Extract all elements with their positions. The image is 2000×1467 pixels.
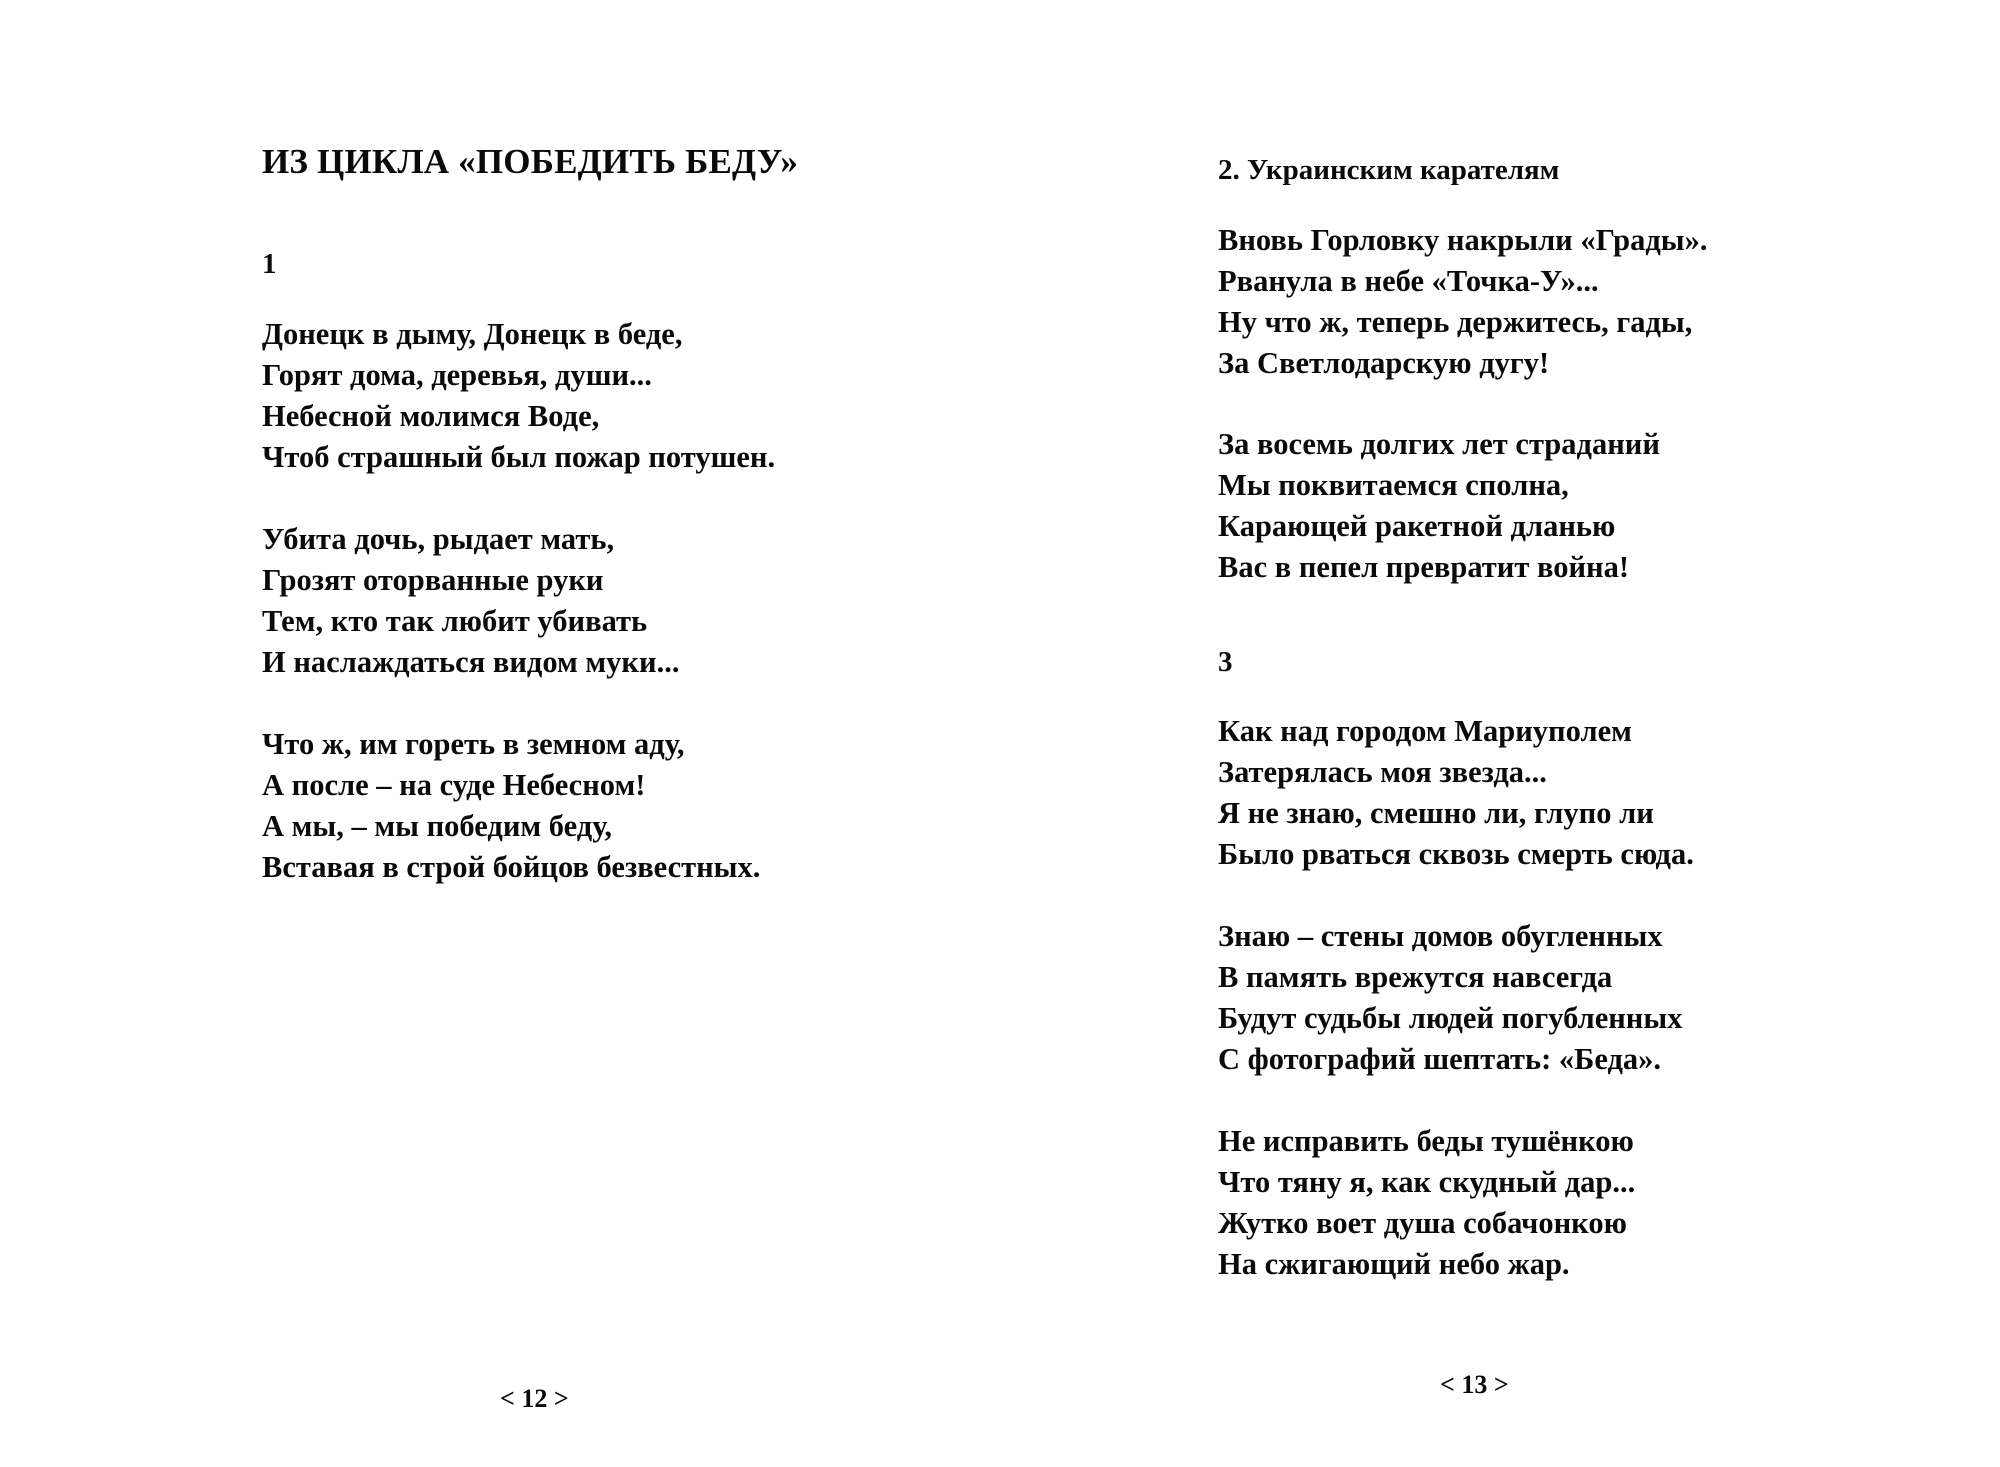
poem-line: Было рваться сквозь смерть сюда. [1218,837,1694,871]
poem-line: Карающей ракетной дланью [1218,509,1616,543]
poem-line: Что тяну я, как скудный дар... [1218,1165,1636,1199]
poem-line: Будут судьбы людей погубленных [1218,1001,1683,1035]
poem-line: За Светлодарскую дугу! [1218,346,1550,380]
poem-line: Убита дочь, рыдает мать, [262,522,615,556]
poem-line: Не исправить беды тушёнкою [1218,1124,1634,1158]
page-number-left: < 12 > [500,1384,569,1413]
poem-line: Вновь Горловку накрыли «Грады». [1218,223,1708,257]
poem-line: И наслаждаться видом муки... [262,645,680,679]
poem-number-3: 3 [1218,646,1233,678]
poem-line: Донецк в дыму, Донецк в беде, [262,317,683,351]
stanza-3 [262,724,760,888]
poem-line: Затерялась моя звезда... [1218,755,1547,789]
poem-line: А мы, – мы победим беду, [262,809,613,843]
poem-line: Вставая в строй бойцов безвестных. [262,850,761,884]
poem-line: С фотографий шептать: «Беда». [1218,1042,1662,1076]
poem-line: Тем, кто так любит убивать [262,604,648,638]
poem-3-stanza-2 [1218,916,1682,1080]
poem-line: Небесной молимся Воде, [262,399,600,433]
cycle-title: ИЗ ЦИКЛА «ПОБЕДИТЬ БЕДУ» [262,142,799,181]
poem-line: Что ж, им гореть в земном аду, [262,727,685,761]
poem-line: Мы поквитаемся сполна, [1218,468,1569,502]
poem-line: За восемь долгих лет страданий [1218,427,1660,461]
poem-3-stanza-1 [1218,711,1694,875]
poem-line: Чтоб страшный был пожар потушен. [262,440,776,474]
poem-line: Вас в пепел превратит война! [1218,550,1630,584]
poem-3-stanza-3 [1218,1121,1635,1285]
right-page [1000,0,2000,1467]
poem-2-stanza-1 [1218,220,1707,384]
poem-line: Я не знаю, смешно ли, глупо ли [1218,796,1654,830]
poem-2-stanza-2 [1218,424,1660,588]
poem-2-heading: 2. Украинским карателям [1218,154,1560,186]
poem-line: Горят дома, деревья, души... [262,358,652,392]
poem-line: На сжигающий небо жар. [1218,1247,1570,1281]
poem-number-1: 1 [262,248,277,280]
poem-line: Жутко воет душа собачонкою [1218,1206,1627,1240]
stanza-2 [262,519,679,683]
poem-line: В память врежутся навсегда [1218,960,1613,994]
stanza-1 [262,314,775,478]
poem-line: Грозят оторванные руки [262,563,604,597]
poem-line: Рванула в небе «Точка-У»... [1218,264,1599,298]
poem-line: Как над городом Мариуполем [1218,714,1632,748]
poem-line: А после – на суде Небесном! [262,768,646,802]
poem-line: Знаю – стены домов обугленных [1218,919,1663,953]
poem-line: Ну что ж, теперь держитесь, гады, [1218,305,1693,339]
page-number-right: < 13 > [1440,1370,1509,1399]
